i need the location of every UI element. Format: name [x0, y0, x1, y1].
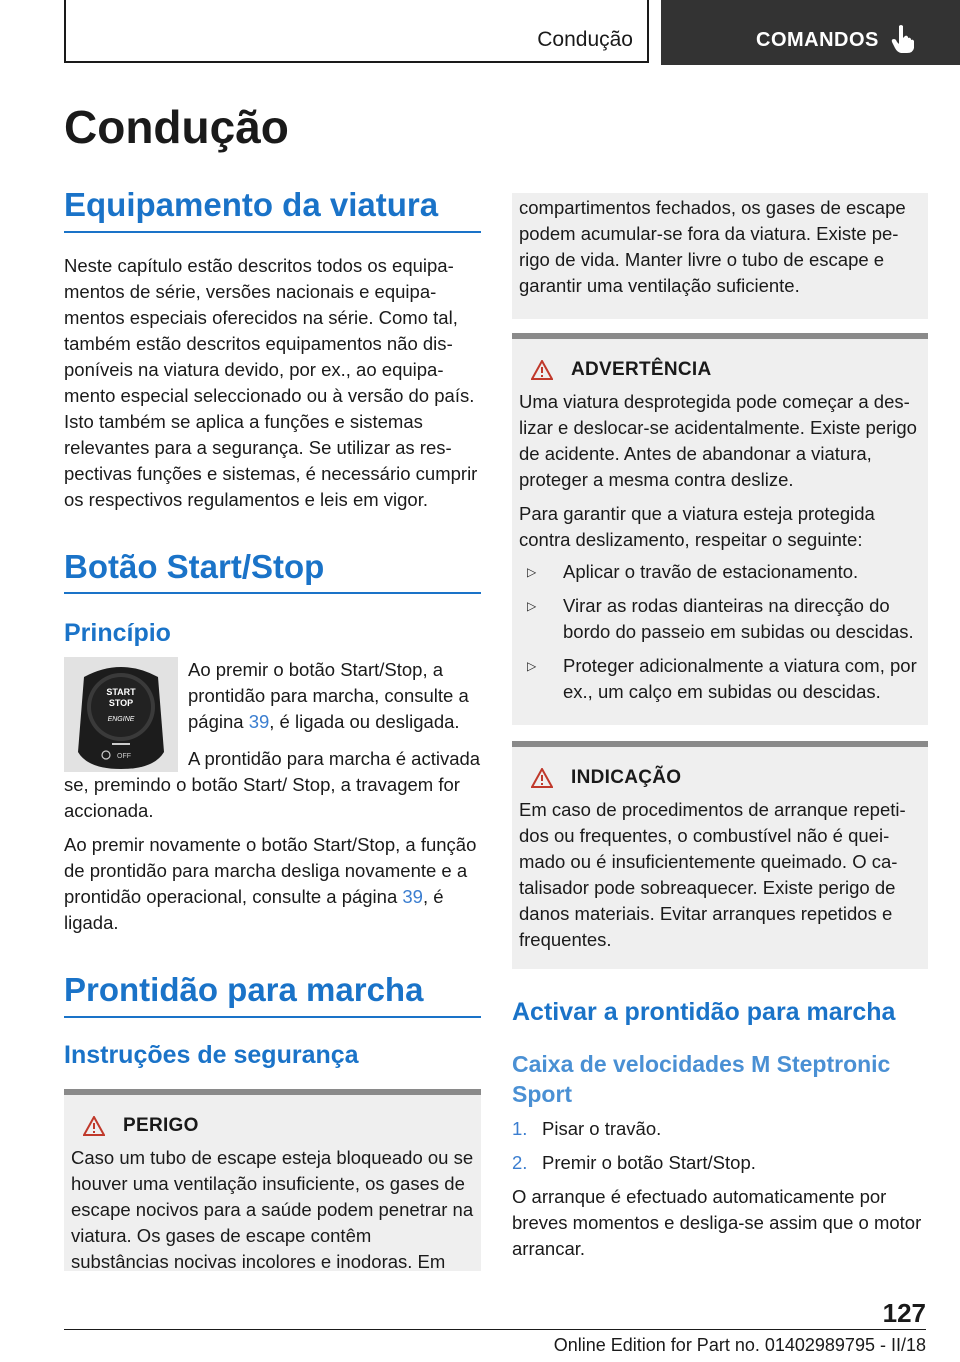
heading-equipment: Equipamento da viatura — [64, 185, 481, 233]
button-label-start: START — [106, 687, 136, 698]
step-text: Pisar o travão. — [542, 1118, 662, 1140]
heading-safety: Instruções de segurança — [64, 1041, 359, 1070]
footer-divider — [64, 1329, 926, 1330]
danger-label: PERIGO — [123, 1115, 199, 1137]
principle-text-3a: Ao premir novamente o botão Start/Stop, a função de prontidão para marcha desliga novamente e a prontidão operacional, consulte a página — [64, 834, 477, 908]
button-label-engine: ENGINE — [107, 716, 135, 724]
chapter-tab — [661, 0, 960, 65]
principle-text-b: , é ligada ou desligada. — [269, 711, 460, 733]
warning-bullet-list — [519, 559, 921, 705]
page-link-39-second[interactable]: 39 — [402, 886, 423, 908]
danger-box-continued — [512, 193, 928, 319]
list-item — [519, 559, 921, 585]
note-box — [512, 741, 928, 969]
start-stop-button-photo — [64, 657, 178, 772]
page-number: 127 — [882, 1298, 926, 1328]
footer-edition: Online Edition for Part no. 01402989795 - II/18 — [553, 1335, 926, 1355]
step-number: 1. — [512, 1118, 528, 1140]
principle-text-a: Ao premir o botão Start/Stop, a prontidão para marcha, consulte a página — [188, 659, 469, 733]
heading-gearbox: Caixa de velocidades M Steptronic Sport — [512, 1051, 891, 1108]
warning-triangle-icon — [531, 768, 553, 788]
button-label-stop: STOP — [108, 698, 134, 709]
section-tab-label: Condução — [537, 28, 633, 51]
page-link-39[interactable]: 39 — [248, 711, 270, 733]
warning-text: Uma viatura desprotegida pode começar a deslizar e deslocar-se acidentalmente. Existe perigo de acidente. Antes de abandonar a viatura, proteger a mesma contra deslize. — [519, 391, 917, 490]
bullet-triangle-icon: ▷ — [527, 599, 537, 613]
button-label-off: OFF — [117, 753, 131, 761]
bullet-text: Virar as rodas dianteiras na direcção do bordo do passeio em subidas ou descidas. — [563, 595, 914, 642]
step-number: 2. — [512, 1152, 528, 1174]
danger-box — [64, 1089, 481, 1271]
principle-paragraph-2: A prontidão para marcha é activada se, premindo o botão Start/ Stop, a travagem for accionada. — [64, 748, 481, 822]
steps-list — [512, 1116, 928, 1176]
page-title: Condução — [64, 101, 289, 153]
bullet-triangle-icon: ▷ — [527, 565, 537, 579]
warning-text-2: Para garantir que a viatura esteja protegida contra deslizamento, respeitar o seguinte: — [519, 503, 875, 550]
section-tab — [64, 0, 649, 63]
list-item — [519, 653, 921, 705]
list-item — [512, 1116, 928, 1142]
danger-header — [83, 1115, 474, 1137]
list-item — [512, 1150, 928, 1176]
principle-paragraph-1 — [188, 657, 481, 735]
danger-text: Caso um tubo de escape esteja bloqueado ou se houver uma ventilação insuficiente, os gases de escape nocivos para a saúde podem penetrar na viatura. Os gases de escape contêm substâncias nocivas incolores e inodoras. Em — [71, 1147, 474, 1273]
final-paragraph: O arranque é efectuado automaticamente por breves momentos e desliga-se assim que o motor arrancar. — [512, 1186, 922, 1260]
chapter-tab-label: COMANDOS — [756, 29, 879, 51]
note-text: Em caso de procedimentos de arranque repetidos ou frequentes, o combustível não é queimado ou é insuficientemente queimado. O catalisador pode sobreaquecer. Existe perigo de danos materiais. Evitar arranques repetidos e frequentes. — [519, 799, 906, 950]
note-header — [531, 767, 921, 789]
warning-box — [512, 333, 928, 725]
bullet-text: Proteger adicionalmente a viatura com, por ex., um calço em subidas ou descidas. — [563, 655, 917, 702]
principle-paragraph-3 — [64, 832, 481, 936]
equipment-paragraph: Neste capítulo estão descritos todos os equipamentos de série, versões nacionais e equipamentos especiais oferecidos na série. Como tal, também estão descritos equipamentos não disponíveis na viatura devido, por ex., ao equipamento especial seleccionado ou à versão do país. Isto também se aplica a funções e sistemas relevantes para a segurança. Se utilizar as respectivas funções e sistemas, é necessário cumprir os respectivos regulamentos e leis em vigor. — [64, 254, 478, 510]
right-column — [512, 193, 928, 1262]
bullet-text: Aplicar o travão de estacionamento. — [563, 561, 859, 582]
list-item — [519, 593, 921, 645]
hand-pointer-icon — [891, 24, 915, 54]
bullet-triangle-icon: ▷ — [527, 659, 537, 673]
warning-header — [531, 359, 921, 381]
heading-start-stop: Botão Start/Stop — [64, 547, 481, 595]
heading-readiness: Prontidão para marcha — [64, 970, 481, 1018]
warning-label: ADVERTÊNCIA — [571, 359, 712, 380]
note-label: INDICAÇÃO — [571, 767, 682, 788]
principle-text-3b: , é ligada. — [64, 886, 444, 934]
heading-activate-readiness: Activar a prontidão para marcha — [512, 998, 896, 1026]
warning-triangle-icon — [531, 360, 553, 380]
step-text: Premir o botão Start/Stop. — [542, 1152, 756, 1174]
warning-triangle-icon — [83, 1116, 105, 1136]
left-column — [64, 185, 481, 1271]
heading-principle: Princípio — [64, 619, 171, 648]
danger-text-continued: compartimentos fechados, os gases de escape podem acumular-se fora da viatura. Existe perigo de vida. Manter livre o tubo de escape e garantir uma ventilação suficiente. — [519, 197, 906, 296]
